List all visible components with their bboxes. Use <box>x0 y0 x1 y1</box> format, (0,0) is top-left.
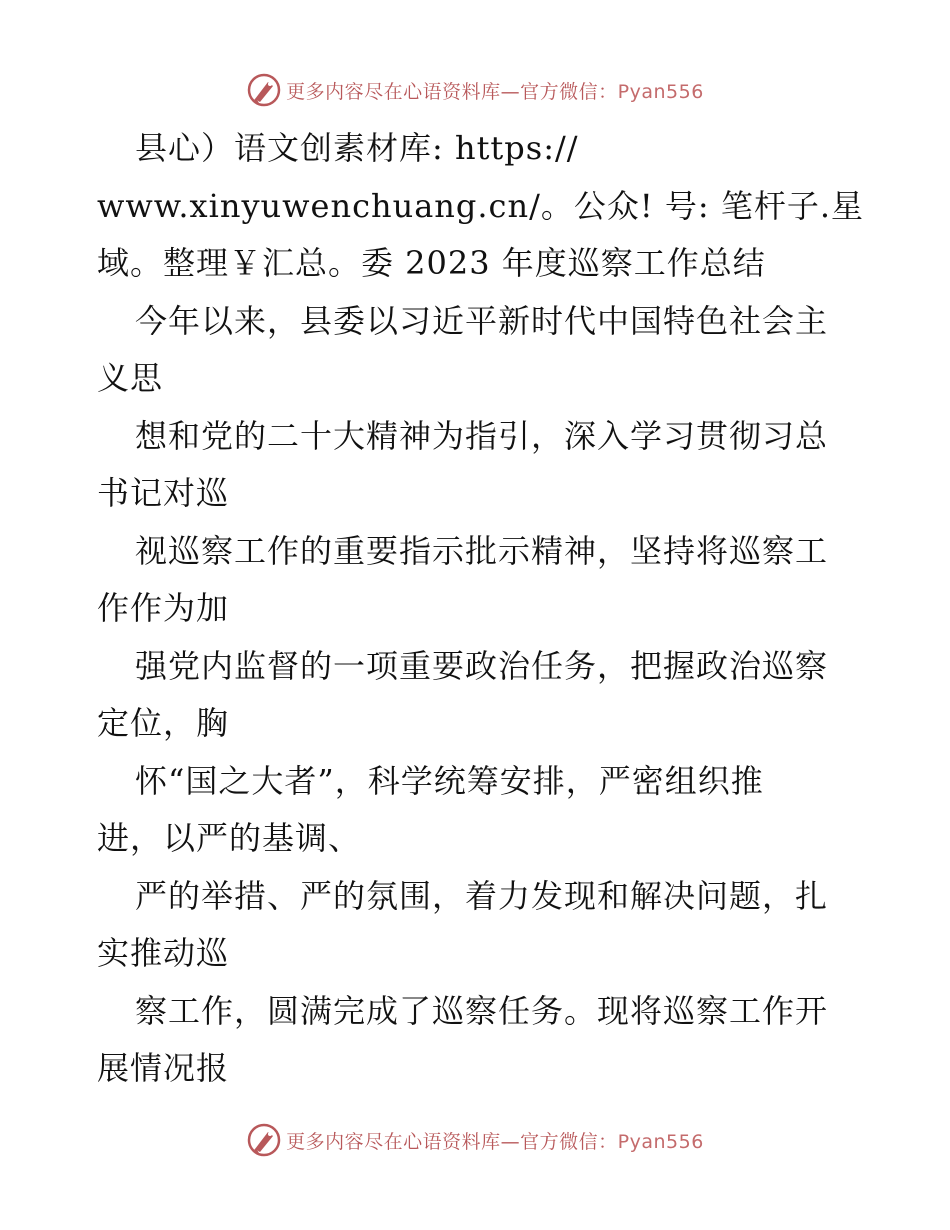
banner-text <box>286 1127 704 1154</box>
text-line: 展情况报 <box>97 1049 230 1087</box>
banner-handle: Pyan556 <box>617 80 704 103</box>
text-line: 视巡察工作的重要指示批示精神，坚持将巡察工 <box>135 531 829 570</box>
pen-logo-icon <box>246 1122 282 1158</box>
text-line: 想和党的二十大精神为指引，深入学习贯彻习总 <box>135 416 829 455</box>
text-line: 强党内监督的一项重要政治任务，把握政治巡察 <box>135 646 829 685</box>
banner-label: 更多内容尽在心语资料库—官方微信： <box>286 80 618 103</box>
text-line: 实推动巡 <box>97 934 230 972</box>
text-line: 进，以严的基调、 <box>97 819 362 857</box>
text-line: www.xinyuwenchuang.cn/。公众! 号: 笔杆子.星 <box>97 186 865 225</box>
document-body <box>97 120 865 1098</box>
text-line: 县心）语文创素材库: https:// <box>135 129 579 167</box>
text-line: 域。整理￥汇总。委 2023 年度巡察工作总结 <box>97 244 766 282</box>
pen-logo-icon <box>246 72 282 108</box>
banner-text <box>286 77 704 104</box>
banner-label: 更多内容尽在心语资料库—官方微信： <box>286 1130 618 1153</box>
banner-handle: Pyan556 <box>617 1130 704 1153</box>
footer-banner <box>0 1120 950 1160</box>
text-line: 定位，胸 <box>97 704 230 742</box>
header-banner <box>0 70 950 110</box>
text-line: 察工作，圆满完成了巡察任务。现将巡察工作开 <box>135 991 829 1030</box>
text-line: 严的举措、严的氛围，着力发现和解决问题，扎 <box>135 876 829 915</box>
text-line: 书记对巡 <box>97 474 230 512</box>
text-line: 作作为加 <box>97 589 230 627</box>
text-line: 义思 <box>97 359 164 397</box>
text-line: 今年以来，县委以习近平新时代中国特色社会主 <box>135 301 829 340</box>
text-line: 怀“国之大者”，科学统筹安排，严密组织推 <box>135 761 764 800</box>
